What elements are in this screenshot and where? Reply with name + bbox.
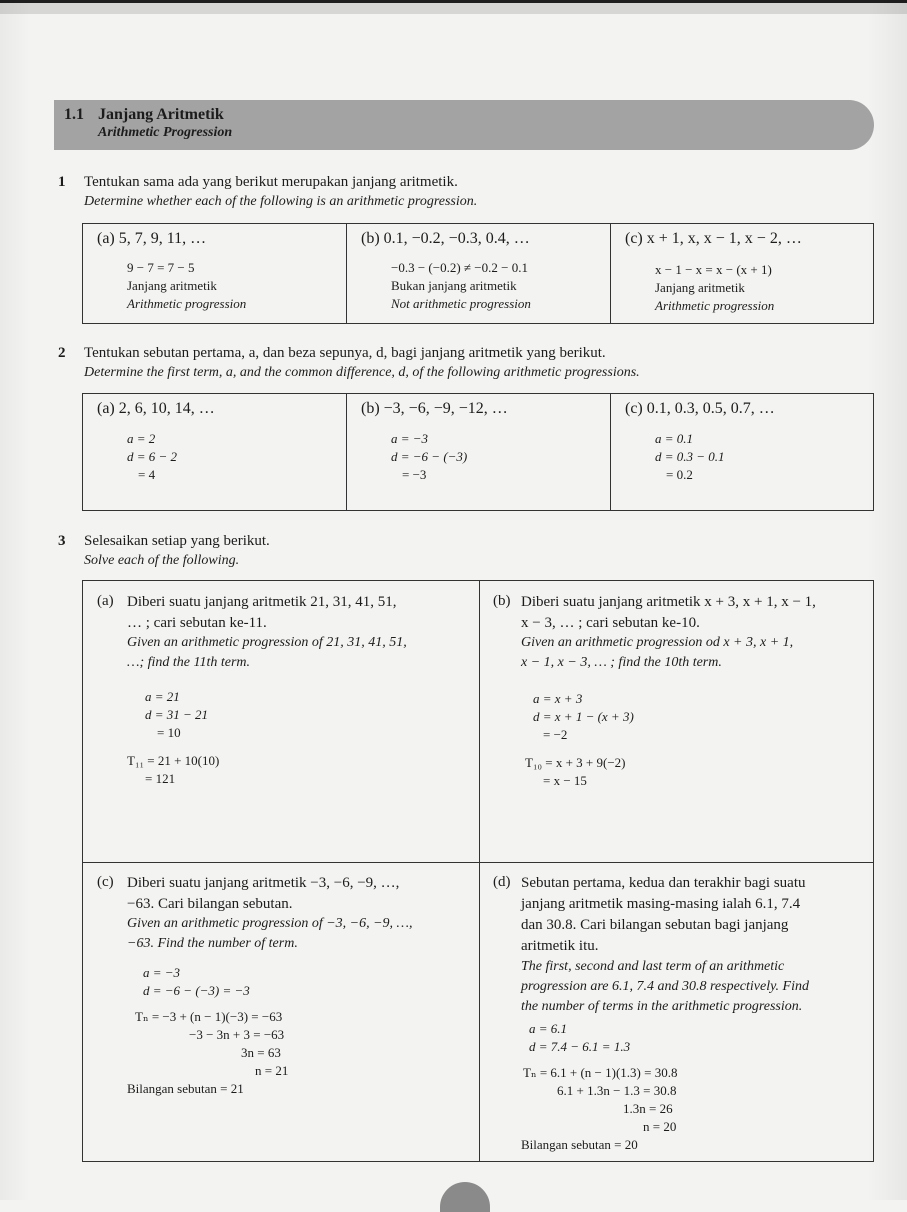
q3-d-trans1: The first, second and last term of an arithmetic <box>521 959 785 974</box>
q3-d-label: (d) <box>493 874 511 890</box>
q2-c-line1: a = 0.1 <box>655 431 694 446</box>
q3-d-trans2: progression are 6.1, 7.4 and 30.8 respectively. Find <box>521 979 809 994</box>
q1-c-work: x − 1 − x = x − (x + 1) <box>655 262 772 277</box>
q1-part-b <box>347 224 611 323</box>
q2-b-line1: a = −3 <box>391 431 429 446</box>
q1-b-heading: (b) 0.1, −0.2, −0.3, 0.4, … <box>361 230 530 247</box>
q2-table <box>82 393 874 511</box>
q3-a-work4: T₁₁ = 21 + 10(10) <box>127 753 220 768</box>
q3-grid <box>82 580 874 1162</box>
q3-a-line2: … ; cari sebutan ke-11. <box>127 615 267 631</box>
q2-translation: Determine the first term, a, and the common difference, d, of the following arithmetic progressions. <box>84 365 640 380</box>
q1-a-work: 9 − 7 = 7 − 5 <box>127 260 195 275</box>
q2-b-line2: d = −6 − (−3) <box>391 449 468 464</box>
q3-b-trans2: x − 1, x − 3, … ; find the 10th term. <box>521 655 722 670</box>
q3-b-work3: = −2 <box>543 727 568 742</box>
q1-c-answer-en: Arithmetic progression <box>655 298 775 313</box>
q3-d-answer: Bilangan sebutan = 20 <box>521 1137 638 1152</box>
q3-d-work4: 6.1 + 1.3n − 1.3 = 30.8 <box>557 1083 677 1098</box>
q3-d-work2: d = 7.4 − 6.1 = 1.3 <box>529 1039 631 1054</box>
q3-number: 3 <box>58 533 66 549</box>
q1-b-work: −0.3 − (−0.2) ≠ −0.2 − 0.1 <box>391 260 528 275</box>
q1-c-heading: (c) x + 1, x, x − 1, x − 2, … <box>625 230 802 247</box>
q3-c-work1: a = −3 <box>143 965 181 980</box>
q2-c-heading: (c) 0.1, 0.3, 0.5, 0.7, … <box>625 400 775 417</box>
q3-b-work4: T₁₀ = x + 3 + 9(−2) <box>525 755 626 770</box>
q1-c-answer: Janjang aritmetik <box>655 280 745 295</box>
q3-b-work2: d = x + 1 − (x + 3) <box>533 709 634 724</box>
q3-b-label: (b) <box>493 593 511 609</box>
q3-c-trans2: −63. Find the number of term. <box>127 936 298 951</box>
q1-text: Tentukan sama ada yang berikut merupakan janjang aritmetik. <box>84 174 458 190</box>
q3-d-work3: Tₙ = 6.1 + (n − 1)(1.3) = 30.8 <box>523 1065 678 1080</box>
q3-c-work4: −3 − 3n + 3 = −63 <box>189 1027 285 1042</box>
q2-part-b <box>347 394 611 510</box>
q2-c-line2: d = 0.3 − 0.1 <box>655 449 725 464</box>
q2-b-heading: (b) −3, −6, −9, −12, … <box>361 400 508 417</box>
section-header <box>54 100 874 150</box>
q3-d-line2: janjang aritmetik masing-masing ialah 6.1, 7.4 <box>521 896 801 912</box>
q3-a-work2: d = 31 − 21 <box>145 707 209 722</box>
q3-b-work1: a = x + 3 <box>533 691 583 706</box>
q1-part-a <box>83 224 347 323</box>
q2-text: Tentukan sebutan pertama, a, dan beza sepunya, d, bagi janjang aritmetik yang berikut. <box>84 345 606 361</box>
q3-c-work5: 3n = 63 <box>241 1045 281 1060</box>
q3-b-line2: x − 3, … ; cari sebutan ke-10. <box>521 615 700 631</box>
q3-grid-vertical-divider <box>479 581 480 1161</box>
q3-c-work6: n = 21 <box>255 1063 289 1078</box>
q3-d-line4: aritmetik itu. <box>521 938 599 954</box>
section-number: 1.1 <box>64 106 84 123</box>
q3-grid-horizontal-divider <box>83 862 873 863</box>
q3-b-trans1: Given an arithmetic progression od x + 3, x + 1, <box>521 635 794 650</box>
q3-c-answer: Bilangan sebutan = 21 <box>127 1081 244 1096</box>
q2-number: 2 <box>58 345 66 361</box>
q3-translation: Solve each of the following. <box>84 553 240 568</box>
page-number-tab <box>440 1182 490 1212</box>
q3-c-trans1: Given an arithmetic progression of −3, −6, −9, …, <box>127 916 413 931</box>
q1-a-answer-en: Arithmetic progression <box>127 296 247 311</box>
q3-d-work6: n = 20 <box>643 1119 677 1134</box>
q3-c-work3: Tₙ = −3 + (n − 1)(−3) = −63 <box>135 1009 283 1024</box>
q3-a-work1: a = 21 <box>145 689 180 704</box>
page-top-line <box>0 0 907 3</box>
section-subtitle: Arithmetic Progression <box>98 125 233 140</box>
q3-d-line3: dan 30.8. Cari bilangan sebutan bagi janjang <box>521 917 789 933</box>
q1-translation: Determine whether each of the following is an arithmetic progression. <box>84 194 478 209</box>
q1-number: 1 <box>58 174 66 190</box>
q1-a-heading: (a) 5, 7, 9, 11, … <box>97 230 207 247</box>
q1-b-answer: Bukan janjang aritmetik <box>391 278 517 293</box>
section-title: Janjang Aritmetik <box>98 106 224 123</box>
q3-c-line1: Diberi suatu janjang aritmetik −3, −6, −9, …, <box>127 875 400 891</box>
q2-a-line1: a = 2 <box>127 431 156 446</box>
q3-b-work5: = x − 15 <box>543 773 587 788</box>
q3-a-line1: Diberi suatu janjang aritmetik 21, 31, 41, 51, <box>127 594 397 610</box>
q2-a-heading: (a) 2, 6, 10, 14, … <box>97 400 215 417</box>
q1-a-answer: Janjang aritmetik <box>127 278 217 293</box>
q3-a-work5: = 121 <box>145 771 176 786</box>
q3-d-work1: a = 6.1 <box>529 1021 568 1036</box>
q3-d-trans3: the number of terms in the arithmetic progression. <box>521 999 803 1014</box>
q3-c-line2: −63. Cari bilangan sebutan. <box>127 896 293 912</box>
q3-a-trans2: …; find the 11th term. <box>127 655 251 670</box>
q2-a-line3: = 4 <box>138 467 156 482</box>
q3-c-work2: d = −6 − (−3) = −3 <box>143 983 250 998</box>
q3-d-line1: Sebutan pertama, kedua dan terakhir bagi suatu <box>521 875 806 891</box>
q2-c-line3: = 0.2 <box>666 467 693 482</box>
q1-table <box>82 223 874 324</box>
q1-b-answer-en: Not arithmetic progression <box>391 296 531 311</box>
q3-a-trans1: Given an arithmetic progression of 21, 31, 41, 51, <box>127 635 407 650</box>
q2-b-line3: = −3 <box>402 467 427 482</box>
page-left-shadow <box>0 0 30 1200</box>
q3-c-label: (c) <box>97 874 114 890</box>
q3-a-label: (a) <box>97 593 114 609</box>
q3-text: Selesaikan setiap yang berikut. <box>84 533 270 549</box>
q2-a-line2: d = 6 − 2 <box>127 449 178 464</box>
q2-part-c <box>611 394 873 510</box>
q1-part-c <box>611 224 873 323</box>
q3-d-work5: 1.3n = 26 <box>623 1101 673 1116</box>
q3-a-work3: = 10 <box>157 725 181 740</box>
q3-b-line1: Diberi suatu janjang aritmetik x + 3, x + 1, x − 1, <box>521 594 816 610</box>
q2-part-a <box>83 394 347 510</box>
